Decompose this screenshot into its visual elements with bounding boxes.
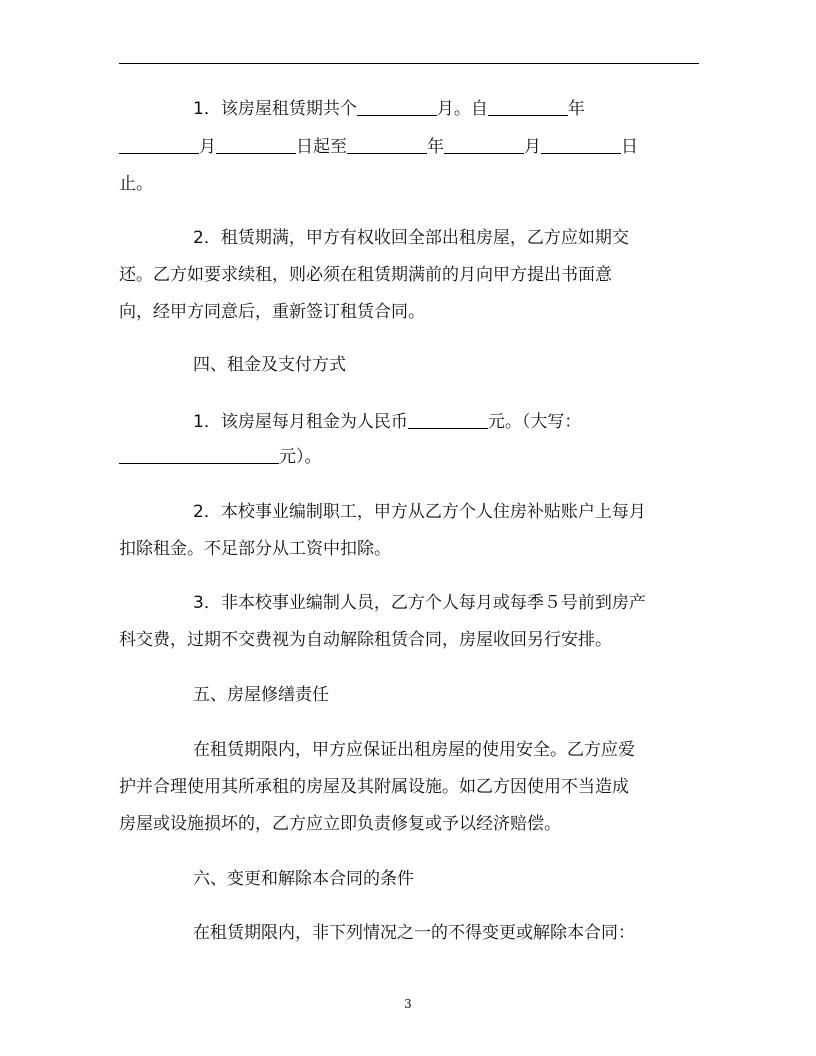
text-segment: 年 (427, 137, 444, 157)
page-number: 3 (404, 997, 412, 1011)
text-segment: 年 (567, 99, 585, 119)
section-heading-termination: 六、变更和解除本合同的条件 (193, 869, 414, 889)
fill-blank (119, 445, 279, 464)
renewal-line-1: 2．租赁期满，甲方有权收回全部出租房屋，乙方应如期交 (193, 228, 629, 248)
text-segment: 元。（大写： (487, 412, 582, 432)
text-segment: 1．该房屋每月租金为人民币 (193, 412, 408, 432)
text-segment: 1．该房屋租赁期共个 (193, 99, 357, 119)
termination-line-1: 在租赁期限内，非下列情况之一的不得变更或解除本合同： (193, 923, 635, 943)
nonstaff-rent-line-2: 科交费，过期不交费视为自动解除租赁合同，房屋收回另行安排。 (119, 630, 612, 650)
repair-line-3: 房屋或设施损坏的，乙方应立即负责修复或予以经济赔偿。 (119, 814, 561, 834)
renewal-line-3: 向，经甲方同意后，重新签订租赁合同。 (119, 302, 425, 322)
fill-blank (357, 97, 437, 116)
fill-blank (541, 135, 621, 154)
staff-rent-line-1: 2．本校事业编制职工，甲方从乙方个人住房补贴账户上每月 (193, 502, 646, 522)
fill-blank (444, 135, 524, 154)
text-segment: 日 (621, 137, 638, 157)
section-heading-rent: 四、租金及支付方式 (193, 355, 346, 375)
fill-blank (119, 135, 199, 154)
repair-line-1: 在租赁期限内，甲方应保证出租房屋的使用安全。乙方应爱 (193, 740, 635, 760)
nonstaff-rent-line-1: 3．非本校事业编制人员，乙方个人每月或每季５号前到房产 (193, 593, 646, 613)
lease-term-line-3: 止。 (119, 174, 153, 194)
text-segment: 元）。 (279, 447, 322, 467)
text-segment: 月 (199, 137, 216, 157)
text-segment: 月。自 (436, 99, 488, 119)
fill-blank (347, 135, 427, 154)
fill-blank (408, 410, 488, 429)
renewal-line-2: 还。乙方如要求续租，则必须在租赁期满前的月向甲方提出书面意 (119, 265, 612, 285)
fill-blank (216, 135, 296, 154)
header-rule (119, 63, 699, 64)
text-segment: 月 (524, 137, 541, 157)
text-segment: 日起至 (296, 137, 347, 157)
lease-term-line-2 (119, 135, 638, 158)
rent-amount-line-1 (193, 410, 581, 433)
fill-blank (488, 97, 568, 116)
section-heading-repair: 五、房屋修缮责任 (193, 685, 329, 705)
rent-amount-line-2 (119, 445, 322, 468)
lease-term-line-1 (193, 97, 585, 120)
staff-rent-line-2: 扣除租金。不足部分从工资中扣除。 (119, 539, 391, 559)
repair-line-2: 护并合理使用其所承租的房屋及其附属设施。如乙方因使用不当造成 (119, 777, 629, 797)
